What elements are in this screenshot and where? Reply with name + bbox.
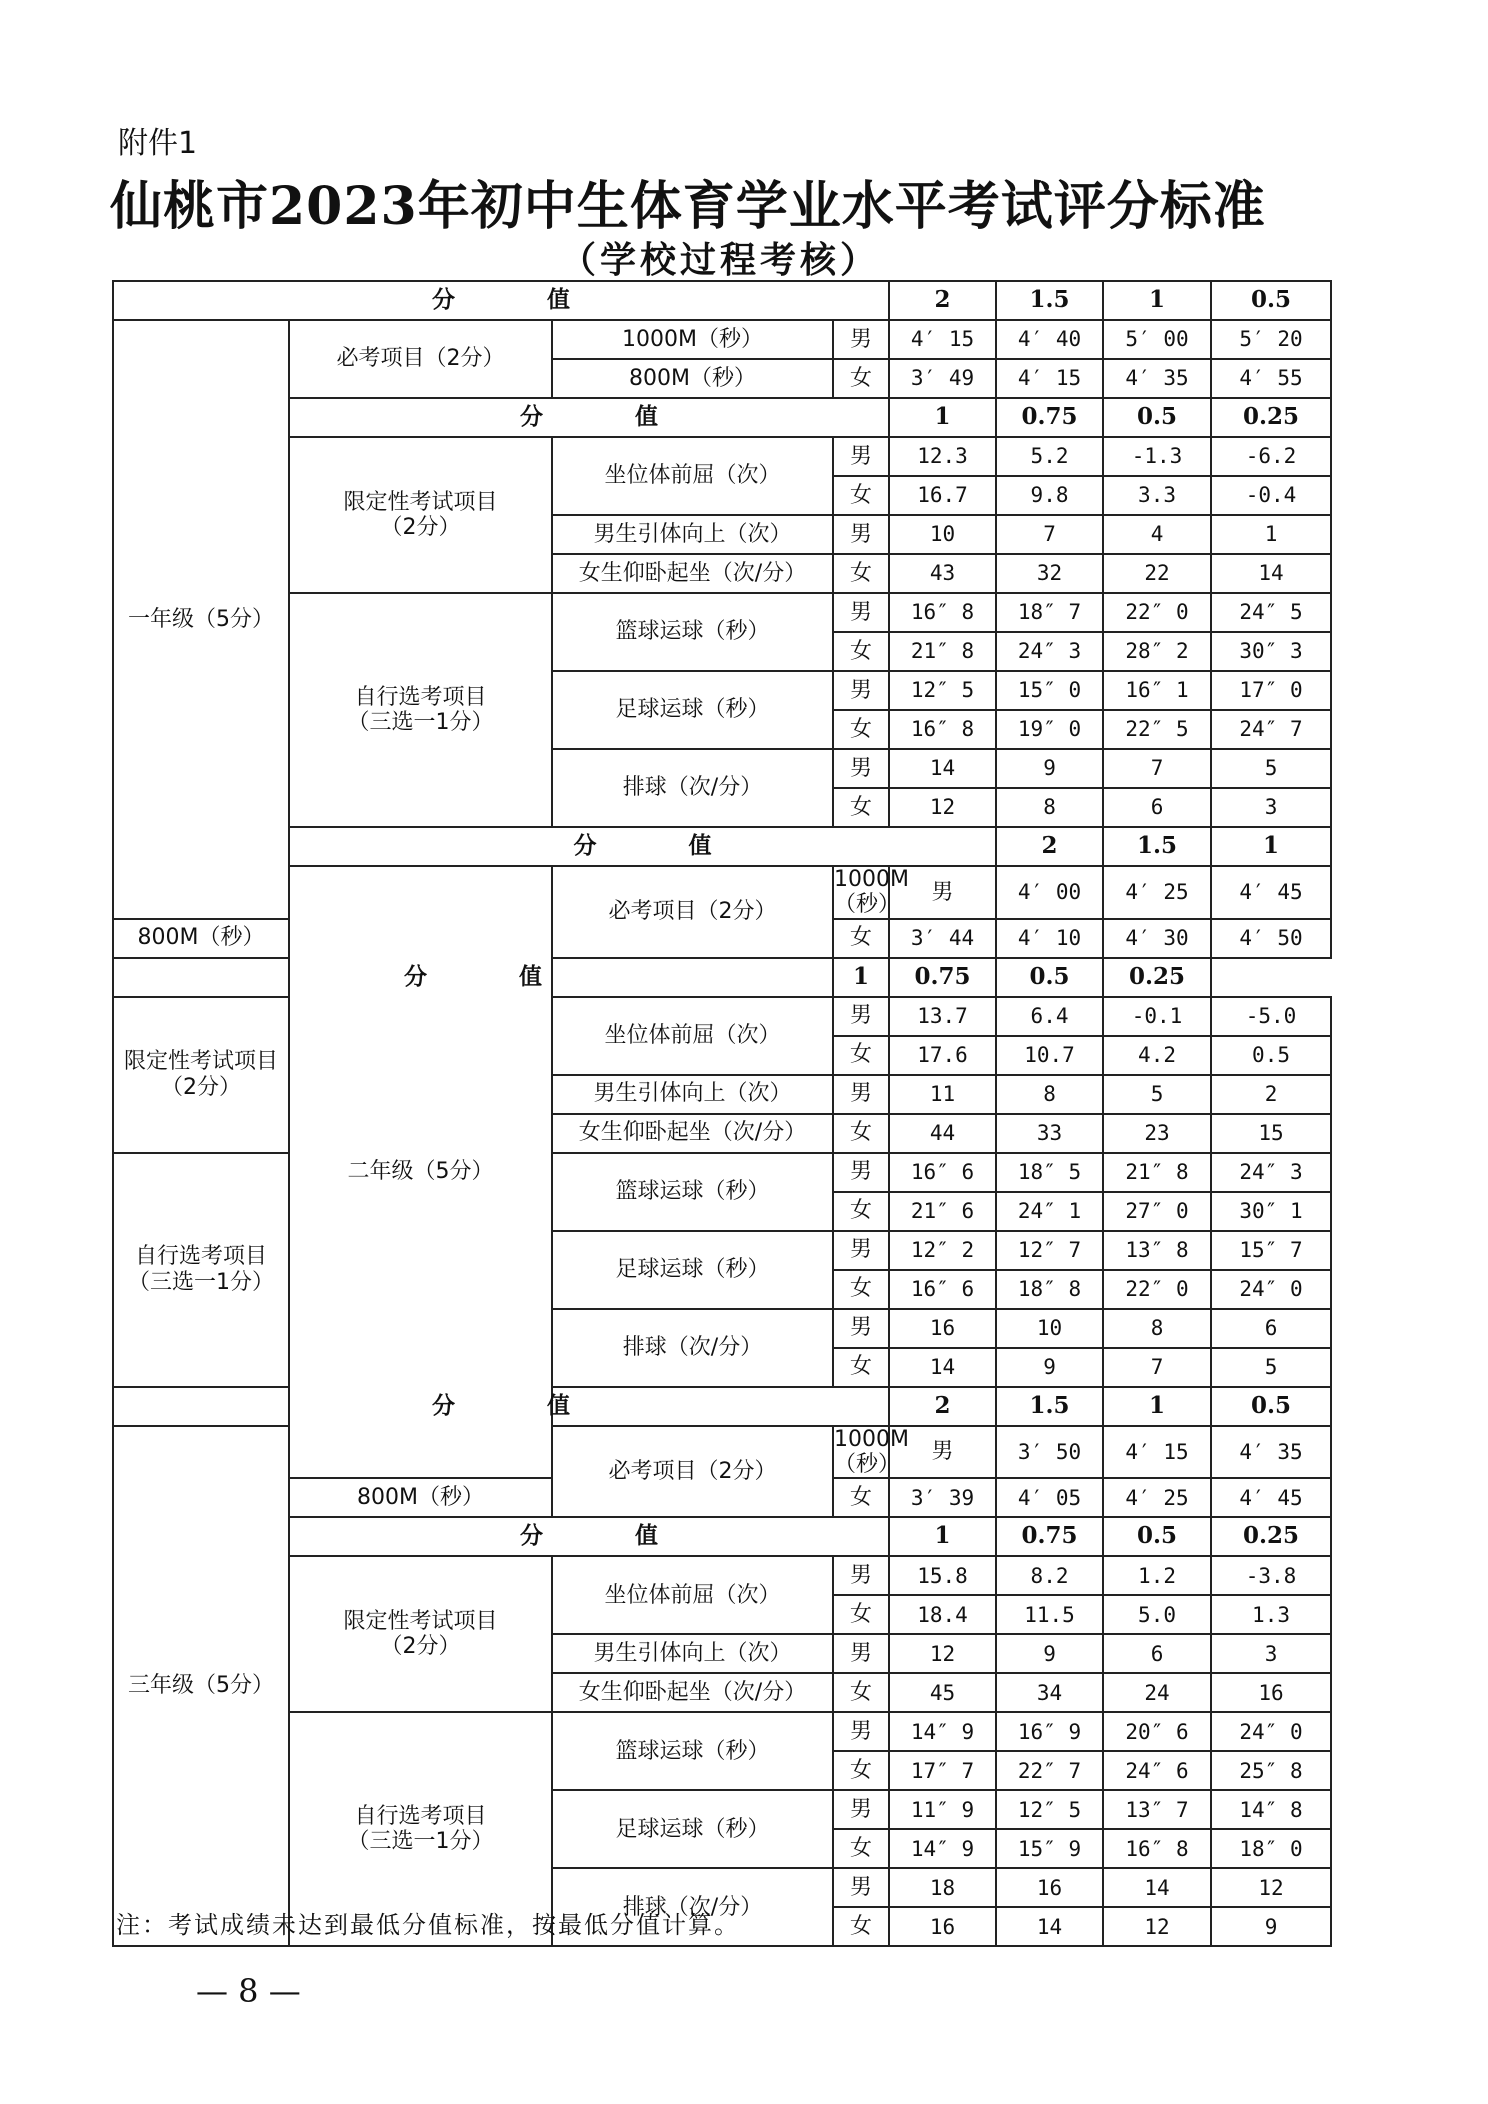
run-value: 3′ 44 [889, 919, 996, 958]
run-value: 4′ 40 [996, 320, 1103, 359]
sex-label: 女 [833, 554, 889, 593]
score-value: 0.5 [1103, 398, 1211, 437]
sex-label: 男 [833, 1556, 889, 1595]
sex-label: 男 [833, 593, 889, 632]
required-items-label: 必考项目（2分） [552, 866, 833, 958]
table-row [113, 866, 1331, 919]
score-value: 0.25 [1211, 398, 1331, 437]
score-value: 2 [889, 1387, 996, 1426]
table-row [113, 958, 1331, 997]
table-row [113, 398, 1331, 437]
sitreach-value: 10.7 [996, 1036, 1103, 1075]
item-name: 800M（秒） [289, 1478, 552, 1517]
item-name: 1000M（秒） [834, 867, 909, 918]
elective-value: 24″ 6 [1103, 1751, 1211, 1790]
item-name: 篮球运球（秒） [552, 1153, 833, 1231]
elective-value: 18″ 0 [1211, 1829, 1331, 1868]
run-value: 4′ 10 [996, 919, 1103, 958]
table-row [113, 1387, 1331, 1426]
elective-value: 22″ 0 [1103, 593, 1211, 632]
item-name: 800M（秒） [113, 919, 289, 958]
sitreach-value: 11.5 [996, 1595, 1103, 1634]
situp-value: 32 [996, 554, 1103, 593]
sex-label: 女 [833, 919, 889, 958]
pullup-value: 2 [1211, 1075, 1331, 1114]
run-value: 4′ 35 [1103, 359, 1211, 398]
attachment-label: 附件1 [118, 126, 198, 161]
item-name: 坐位体前屈（次） [552, 1556, 833, 1634]
elective-value: 27″ 0 [1103, 1192, 1211, 1231]
page-title: 仙桃市2023年初中生体育学业水平考试评分标准 [110, 176, 1266, 237]
score-value: 1 [1103, 1387, 1211, 1426]
elective-value: 14 [889, 749, 996, 788]
table-row [113, 1712, 1331, 1751]
run-value: 5′ 20 [1211, 320, 1331, 359]
sex-label: 男 [833, 749, 889, 788]
elective-value: 24″ 0 [1211, 1270, 1331, 1309]
elective-value: 14 [1103, 1868, 1211, 1907]
item-name: 1000M（秒） [552, 320, 833, 359]
score-value: 1 [1211, 827, 1331, 866]
situp-value: 45 [889, 1673, 996, 1712]
situp-value: 22 [1103, 554, 1211, 593]
sitreach-value: -0.1 [1103, 997, 1211, 1036]
score-header: 分 值 [289, 398, 889, 437]
elective-value: 16 [889, 1907, 996, 1946]
sitreach-value: 17.6 [889, 1036, 996, 1075]
elective-value: 14″ 9 [889, 1712, 996, 1751]
elective-value: 18 [889, 1868, 996, 1907]
sitreach-value: -1.3 [1103, 437, 1211, 476]
elective-value: 28″ 2 [1103, 632, 1211, 671]
table-row [113, 281, 1331, 320]
sitreach-value: 3.3 [1103, 476, 1211, 515]
page-subtitle: （学校过程考核） [560, 239, 881, 281]
run-value: 4′ 25 [1103, 1478, 1211, 1517]
elective-value: 21″ 8 [1103, 1153, 1211, 1192]
table-row [113, 593, 1331, 632]
sex-label: 女 [833, 1907, 889, 1946]
score-value: 1 [889, 398, 996, 437]
elective-value: 25″ 8 [1211, 1751, 1331, 1790]
elective-value: 16″ 8 [889, 710, 996, 749]
elective-value: 16″ 9 [996, 1712, 1103, 1751]
item-name: 篮球运球（秒） [552, 593, 833, 671]
page-number: — 8 — [196, 1972, 301, 2010]
pullup-value: 4 [1103, 515, 1211, 554]
elective-value: 5 [1211, 749, 1331, 788]
elective-value: 30″ 1 [1211, 1192, 1331, 1231]
elective-value: 16″ 6 [889, 1270, 996, 1309]
elective-value: 12 [1211, 1868, 1331, 1907]
elective-value: 24″ 0 [1211, 1712, 1331, 1751]
situp-value: 15 [1211, 1114, 1331, 1153]
score-value: 1 [889, 1517, 996, 1556]
grade-label: 一年级（5分） [113, 320, 289, 919]
score-header: 分 值 [113, 281, 889, 320]
pullup-value: 7 [996, 515, 1103, 554]
pullup-value: 6 [1103, 1634, 1211, 1673]
sex-label: 男 [833, 671, 889, 710]
elective-value: 5 [1211, 1348, 1331, 1387]
score-value: 1 [1103, 281, 1211, 320]
score-header: 分 值 [113, 958, 833, 997]
elective-value: 9 [996, 749, 1103, 788]
pullup-value: 12 [889, 1634, 996, 1673]
sex-label: 男 [833, 1309, 889, 1348]
run-value: 4′ 45 [1211, 1478, 1331, 1517]
elective-value: 19″ 0 [996, 710, 1103, 749]
elective-value: 9 [1211, 1907, 1331, 1946]
elective-items-label: 自行选考项目 （三选一1分） [113, 1153, 289, 1387]
table-row [113, 1556, 1331, 1595]
situp-value: 43 [889, 554, 996, 593]
sitreach-value: 5.0 [1103, 1595, 1211, 1634]
elective-value: 11″ 9 [889, 1790, 996, 1829]
elective-value: 9 [996, 1348, 1103, 1387]
sitreach-value: 16.7 [889, 476, 996, 515]
score-value: 0.5 [1211, 1387, 1331, 1426]
elective-value: 8 [996, 788, 1103, 827]
sex-label: 女 [833, 1478, 889, 1517]
score-header: 分 值 [289, 827, 996, 866]
run-value: 3′ 49 [889, 359, 996, 398]
elective-value: 14″ 8 [1211, 1790, 1331, 1829]
item-name: 排球（次/分） [552, 1868, 833, 1946]
sex-label: 女 [833, 359, 889, 398]
sex-label: 男 [833, 1868, 889, 1907]
table-body [113, 281, 1331, 1946]
sex-label: 女 [833, 1036, 889, 1075]
elective-value: 15″ 0 [996, 671, 1103, 710]
item-name: 男生引体向上（次） [552, 515, 833, 554]
sitreach-value: 5.2 [996, 437, 1103, 476]
table-row [113, 437, 1331, 476]
sex-label: 男 [889, 1426, 996, 1479]
sex-label: 男 [833, 320, 889, 359]
item-name: 足球运球（秒） [552, 671, 833, 749]
run-value: 4′ 30 [1103, 919, 1211, 958]
elective-value: 14 [889, 1348, 996, 1387]
elective-items-label: 自行选考项目 （三选一1分） [289, 593, 552, 827]
sitreach-value: 1.2 [1103, 1556, 1211, 1595]
table-row [113, 1517, 1331, 1556]
run-value: 4′ 05 [996, 1478, 1103, 1517]
elective-value: 15″ 9 [996, 1829, 1103, 1868]
pullup-value: 10 [889, 515, 996, 554]
pullup-value: 11 [889, 1075, 996, 1114]
sitreach-value: 18.4 [889, 1595, 996, 1634]
elective-value: 3 [1211, 788, 1331, 827]
sex-label: 女 [833, 1829, 889, 1868]
elective-value: 12 [889, 788, 996, 827]
situp-value: 44 [889, 1114, 996, 1153]
score-value: 1.5 [1103, 827, 1211, 866]
elective-value: 24″ 3 [1211, 1153, 1331, 1192]
required-items-label: 必考项目（2分） [289, 320, 552, 398]
sitreach-value: 4.2 [1103, 1036, 1211, 1075]
limited-items-label: 限定性考试项目 （2分） [289, 437, 552, 593]
run-value: 3′ 50 [996, 1426, 1103, 1479]
score-value: 0.5 [1103, 1517, 1211, 1556]
run-value: 4′ 00 [996, 866, 1103, 919]
elective-value: 20″ 6 [1103, 1712, 1211, 1751]
sex-label: 女 [833, 1270, 889, 1309]
situp-value: 23 [1103, 1114, 1211, 1153]
elective-value: 24″ 7 [1211, 710, 1331, 749]
elective-value: 8 [1103, 1309, 1211, 1348]
sitreach-value: -6.2 [1211, 437, 1331, 476]
table-row [113, 320, 1331, 359]
situp-value: 14 [1211, 554, 1331, 593]
elective-value: 21″ 8 [889, 632, 996, 671]
situp-value: 33 [996, 1114, 1103, 1153]
sitreach-value: 0.5 [1211, 1036, 1331, 1075]
sex-label: 女 [833, 1595, 889, 1634]
situp-value: 24 [1103, 1673, 1211, 1712]
score-value: 0.75 [996, 1517, 1103, 1556]
elective-value: 10 [996, 1309, 1103, 1348]
situp-value: 34 [996, 1673, 1103, 1712]
run-value: 3′ 39 [889, 1478, 996, 1517]
score-value: 2 [996, 827, 1103, 866]
elective-value: 17″ 7 [889, 1751, 996, 1790]
elective-value: 13″ 7 [1103, 1790, 1211, 1829]
run-value: 4′ 35 [1211, 1426, 1331, 1479]
sex-label: 男 [833, 1712, 889, 1751]
item-name: 排球（次/分） [552, 749, 833, 827]
item-name: 1000M（秒） [834, 1426, 909, 1477]
sitreach-value: 13.7 [889, 997, 996, 1036]
run-value: 4′ 25 [1103, 866, 1211, 919]
sitreach-value: 1.3 [1211, 1595, 1331, 1634]
elective-value: 22″ 0 [1103, 1270, 1211, 1309]
elective-value: 30″ 3 [1211, 632, 1331, 671]
elective-value: 6 [1103, 788, 1211, 827]
item-name: 坐位体前屈（次） [552, 997, 833, 1075]
elective-value: 18″ 7 [996, 593, 1103, 632]
item-name: 坐位体前屈（次） [552, 437, 833, 515]
sex-label: 男 [833, 1634, 889, 1673]
score-header: 分 值 [113, 1387, 889, 1426]
sex-label: 女 [833, 788, 889, 827]
sitreach-value: 15.8 [889, 1556, 996, 1595]
item-name: 篮球运球（秒） [552, 1712, 833, 1790]
sitreach-value: -0.4 [1211, 476, 1331, 515]
sitreach-value: -5.0 [1211, 997, 1331, 1036]
sitreach-value: 8.2 [996, 1556, 1103, 1595]
item-name: 女生仰卧起坐（次/分） [552, 1114, 833, 1153]
elective-value: 16″ 8 [889, 593, 996, 632]
elective-value: 14″ 9 [889, 1829, 996, 1868]
sex-label: 女 [833, 1751, 889, 1790]
pullup-value: 9 [996, 1634, 1103, 1673]
sex-label: 女 [833, 710, 889, 749]
elective-value: 16 [996, 1868, 1103, 1907]
score-value: 1.5 [996, 1387, 1103, 1426]
sex-label: 女 [833, 1673, 889, 1712]
sex-label: 男 [833, 997, 889, 1036]
elective-value: 22″ 7 [996, 1751, 1103, 1790]
run-value: 4′ 50 [1211, 919, 1331, 958]
sex-label: 女 [833, 632, 889, 671]
elective-value: 7 [1103, 1348, 1211, 1387]
sitreach-value: 6.4 [996, 997, 1103, 1036]
elective-value: 18″ 5 [996, 1153, 1103, 1192]
run-value: 4′ 15 [889, 320, 996, 359]
scoring-standard-table [112, 280, 1332, 1947]
elective-value: 21″ 6 [889, 1192, 996, 1231]
limited-items-label: 限定性考试项目 （2分） [113, 997, 289, 1153]
pullup-value: 5 [1103, 1075, 1211, 1114]
elective-value: 12 [1103, 1907, 1211, 1946]
score-value: 0.75 [996, 398, 1103, 437]
sex-label: 女 [833, 476, 889, 515]
elective-value: 12″ 5 [996, 1790, 1103, 1829]
run-value: 4′ 55 [1211, 359, 1331, 398]
elective-value: 12″ 5 [889, 671, 996, 710]
grade-label: 二年级（5分） [289, 866, 552, 1478]
elective-value: 12″ 2 [889, 1231, 996, 1270]
situp-value: 16 [1211, 1673, 1331, 1712]
score-value: 1.5 [996, 281, 1103, 320]
elective-value: 17″ 0 [1211, 671, 1331, 710]
sex-label: 男 [833, 1231, 889, 1270]
sex-label: 男 [889, 866, 996, 919]
elective-value: 24″ 5 [1211, 593, 1331, 632]
item-name: 800M（秒） [552, 359, 833, 398]
pullup-value: 1 [1211, 515, 1331, 554]
sex-label: 男 [833, 515, 889, 554]
elective-value: 24″ 1 [996, 1192, 1103, 1231]
sitreach-value: 12.3 [889, 437, 996, 476]
footnote: 注：考试成绩未达到最低分值标准，按最低分值计算。 [116, 1911, 740, 1939]
elective-value: 18″ 8 [996, 1270, 1103, 1309]
sex-label: 男 [833, 437, 889, 476]
required-items-label: 必考项目（2分） [552, 1426, 833, 1518]
elective-value: 16 [889, 1309, 996, 1348]
elective-value: 7 [1103, 749, 1211, 788]
elective-value: 12″ 7 [996, 1231, 1103, 1270]
elective-value: 16″ 6 [889, 1153, 996, 1192]
sex-label: 女 [833, 1348, 889, 1387]
score-value: 1 [833, 958, 889, 997]
score-value: 0.75 [889, 958, 996, 997]
sex-label: 男 [833, 1153, 889, 1192]
elective-value: 22″ 5 [1103, 710, 1211, 749]
run-value: 4′ 15 [1103, 1426, 1211, 1479]
score-header: 分 值 [289, 1517, 889, 1556]
score-value: 0.25 [1103, 958, 1211, 997]
pullup-value: 8 [996, 1075, 1103, 1114]
limited-items-label: 限定性考试项目 （2分） [289, 1556, 552, 1712]
elective-value: 6 [1211, 1309, 1331, 1348]
run-value: 4′ 15 [996, 359, 1103, 398]
table-row [113, 827, 1331, 866]
elective-value: 15″ 7 [1211, 1231, 1331, 1270]
score-value: 0.5 [996, 958, 1103, 997]
score-value: 2 [889, 281, 996, 320]
pullup-value: 3 [1211, 1634, 1331, 1673]
grade-label: 三年级（5分） [113, 1426, 289, 1947]
run-value: 4′ 45 [1211, 866, 1331, 919]
elective-value: 16″ 8 [1103, 1829, 1211, 1868]
elective-value: 13″ 8 [1103, 1231, 1211, 1270]
elective-items-label: 自行选考项目 （三选一1分） [289, 1712, 552, 1946]
run-value: 5′ 00 [1103, 320, 1211, 359]
score-value: 0.5 [1211, 281, 1331, 320]
elective-value: 16″ 1 [1103, 671, 1211, 710]
item-name: 女生仰卧起坐（次/分） [552, 554, 833, 593]
sex-label: 女 [833, 1114, 889, 1153]
item-name: 排球（次/分） [552, 1309, 833, 1387]
score-value: 0.25 [1211, 1517, 1331, 1556]
elective-value: 24″ 3 [996, 632, 1103, 671]
item-name: 男生引体向上（次） [552, 1075, 833, 1114]
item-name: 足球运球（秒） [552, 1790, 833, 1868]
sitreach-value: -3.8 [1211, 1556, 1331, 1595]
item-name: 女生仰卧起坐（次/分） [552, 1673, 833, 1712]
sex-label: 男 [833, 1075, 889, 1114]
elective-value: 14 [996, 1907, 1103, 1946]
sitreach-value: 9.8 [996, 476, 1103, 515]
sex-label: 女 [833, 1192, 889, 1231]
item-name: 男生引体向上（次） [552, 1634, 833, 1673]
sex-label: 男 [833, 1790, 889, 1829]
item-name: 足球运球（秒） [552, 1231, 833, 1309]
